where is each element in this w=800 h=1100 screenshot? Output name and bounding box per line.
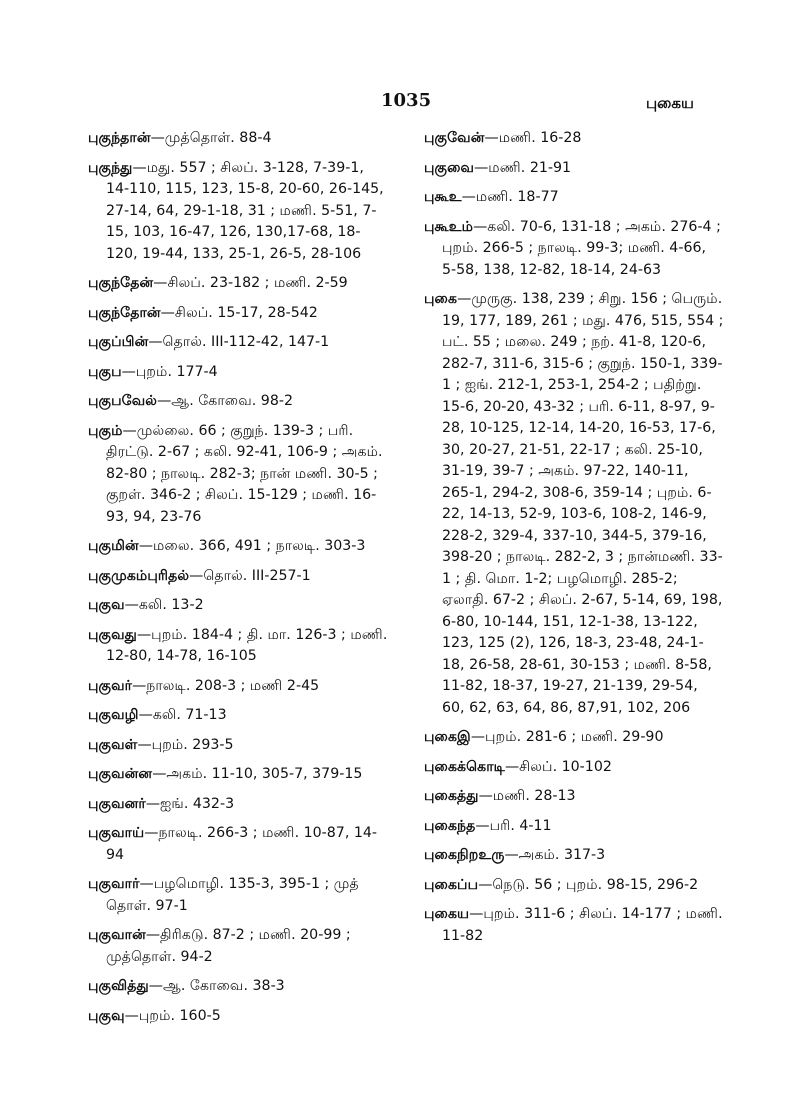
- entry-dash: —: [137, 736, 152, 753]
- index-entry: [88, 391, 388, 413]
- entry-headword: புகுமின்: [88, 538, 139, 554]
- entry-headword: புகுவான்: [88, 927, 146, 943]
- entry-references: கலி. 13-2: [138, 597, 204, 613]
- index-entry: [88, 595, 388, 617]
- entry-references: சிலப். 15-17, 28-542: [174, 304, 318, 321]
- index-entry: [88, 273, 388, 295]
- index-entry: [88, 676, 388, 698]
- entry-references: புறம். 311-6 ; சிலப். 14-177 ; மணி. 11-82: [442, 906, 723, 944]
- index-entry: [88, 823, 388, 866]
- entry-dash: —: [144, 825, 159, 841]
- index-entry: [88, 536, 388, 558]
- entry-dash: —: [124, 597, 139, 613]
- entry-dash: —: [132, 677, 147, 694]
- entry-dash: —: [150, 130, 165, 146]
- page-number: 1035: [381, 90, 432, 111]
- index-entry: [88, 925, 388, 968]
- index-entry: [424, 875, 724, 897]
- entry-headword: புகைத்து: [424, 788, 479, 804]
- entry-headword: புகைந்த: [424, 817, 476, 834]
- entry-references: அகம். 11-10, 305-7, 379-15: [166, 766, 363, 782]
- entry-headword: புகுவு: [88, 1007, 125, 1024]
- entry-headword: புகுவ: [88, 597, 125, 613]
- entry-references: தொல். III-112-42, 147-1: [162, 334, 330, 350]
- entry-headword: புகுவனர்: [88, 795, 146, 812]
- entry-references: ஐங். 432-3: [160, 795, 235, 812]
- entry-dash: —: [504, 847, 519, 863]
- entry-dash: —: [145, 927, 161, 943]
- entry-references: அகம். 317-3: [518, 847, 606, 863]
- entry-dash: —: [478, 876, 493, 893]
- entry-headword: புகுவார்: [88, 876, 140, 892]
- entry-dash: —: [136, 626, 152, 643]
- index-entry: [424, 904, 724, 947]
- entry-headword: புகைக்கொடி: [424, 758, 505, 775]
- index-entry: [424, 757, 724, 779]
- entry-dash: —: [152, 766, 167, 782]
- index-entry: [424, 217, 724, 282]
- entry-references: கலி. 71-13: [152, 707, 227, 723]
- index-entry: [88, 976, 388, 998]
- entry-headword: புகுவழி: [88, 707, 139, 723]
- index-entry: [88, 764, 388, 786]
- entry-references: புறம். 160-5: [138, 1007, 221, 1024]
- index-entry: [424, 816, 724, 838]
- entry-dash: —: [124, 1007, 139, 1024]
- entry-references: நாலடி. 208-3 ; மணி 2-45: [146, 677, 320, 694]
- entry-references: ஆ. கோவை. 38-3: [162, 978, 285, 994]
- entry-references: புறம். 281-6 ; மணி. 29-90: [485, 729, 664, 745]
- entry-headword: புகுந்து: [88, 159, 133, 176]
- entry-dash: —: [138, 538, 153, 554]
- entry-references: மணி. 21-91: [488, 159, 572, 176]
- index-entry: [424, 845, 724, 867]
- entry-dash: —: [160, 304, 175, 321]
- entry-dash: —: [148, 978, 163, 994]
- index-entry: [424, 128, 724, 150]
- entry-headword: புகைஇ: [424, 729, 471, 745]
- index-entry: [88, 332, 388, 354]
- index-entry: [88, 128, 388, 150]
- entry-dash: —: [469, 906, 484, 922]
- entry-headword: புகுப்பின்: [88, 334, 149, 350]
- entry-dash: —: [145, 795, 161, 812]
- entry-dash: —: [132, 159, 147, 176]
- index-entry: [88, 735, 388, 757]
- entry-references: மணி. 18-77: [475, 189, 559, 205]
- entry-references: மணி. 16-28: [498, 130, 582, 146]
- index-entry: [88, 874, 388, 917]
- entry-references: முத்தொள். 88-4: [164, 130, 272, 146]
- entry-references: தொல். III-257-1: [203, 567, 311, 584]
- entry-dash: —: [504, 758, 520, 775]
- index-entry: [424, 786, 724, 808]
- entry-headword: புகைப்ப: [424, 876, 479, 893]
- index-entry: [88, 303, 388, 325]
- index-entry: [88, 794, 388, 816]
- entry-headword: புகைநிறஉரு: [424, 847, 505, 863]
- entry-references: பரி. 4-11: [489, 817, 552, 834]
- entry-headword: புகுந்தான்: [88, 130, 151, 146]
- entry-dash: —: [157, 393, 172, 409]
- entry-headword: புகைய: [424, 906, 470, 922]
- entry-references: மலை. 366, 491 ; நாலடி. 303-3: [153, 538, 366, 554]
- entry-references: கலி. 70-6, 131-18 ; அகம். 276-4 ; புறம். 266-5 ; நாலடி. 99-3; மணி. 4-66, 5-58, 138, 12-82, 18-14, 24-63: [442, 218, 721, 278]
- entry-references: சிலப். 23-182 ; மணி. 2-59: [167, 275, 348, 291]
- entry-references: புறம். 293-5: [151, 736, 234, 753]
- index-entry: [88, 705, 388, 727]
- entry-headword: புகுவர்: [88, 677, 133, 694]
- entry-dash: —: [148, 334, 163, 350]
- entry-references: நெடு. 56 ; புறம். 98-15, 296-2: [492, 876, 699, 893]
- entry-references: புறம். 184-4 ; தி. மா. 126-3 ; மணி. 12-80, 14-78, 16-105: [106, 626, 388, 664]
- index-entry: [424, 727, 724, 749]
- entry-headword: புகுமுகம்புரிதல்: [88, 567, 190, 584]
- index-entry: [88, 1006, 388, 1028]
- entry-headword: புகுந்தேன்: [88, 275, 154, 291]
- entry-references: புறம். 177-4: [135, 363, 218, 380]
- entry-dash: —: [457, 291, 472, 307]
- entry-references: பழமொழி. 135-3, 395-1 ; முத் தொள். 97-1: [106, 876, 359, 914]
- entry-headword: புகுவது: [88, 626, 137, 643]
- entry-dash: —: [153, 275, 168, 291]
- running-head: புகைய: [646, 94, 694, 112]
- index-entry: [424, 187, 724, 209]
- left-column: [88, 128, 388, 1035]
- entry-dash: —: [484, 130, 499, 146]
- index-entry: [88, 566, 388, 588]
- entry-dash: —: [478, 788, 493, 804]
- entry-dash: —: [121, 363, 136, 380]
- entry-headword: புகுவை: [424, 159, 475, 176]
- entry-references: முல்லை. 66 ; குறுந். 139-3 ; பரி. திரட்டு. 2-67 ; கலி. 92-41, 106-9 ; அகம். 82-80 ; நாலடி. 282-3; நான் மணி. 30-5 ; குறள். 346-2 ; சிலப். 15-129 ; மணி. 16-93, 94, 23-76: [106, 422, 383, 525]
- entry-dash: —: [475, 817, 490, 834]
- entry-references: சிலப். 10-102: [519, 758, 612, 775]
- index-entry: [88, 362, 388, 384]
- entry-headword: புகுவித்து: [88, 978, 149, 994]
- index-entry: [88, 158, 388, 266]
- entry-headword: புகை: [424, 291, 458, 307]
- entry-dash: —: [122, 422, 137, 439]
- entry-headword: புகுந்தோன்: [88, 304, 161, 321]
- entry-references: மது. 557 ; சிலப். 3-128, 7-39-1, 14-110, 115, 123, 15-8, 20-60, 26-145, 27-14, 64, 29-1-18, 31 ; மணி. 5-51, 7-15, 103, 16-47, 126, 130,17-68, 18-120, 19-44, 133, 25-1, 26-5, 28-106: [106, 159, 384, 262]
- entry-headword: புகூஉம்: [424, 218, 474, 235]
- entry-dash: —: [473, 218, 488, 235]
- entry-headword: புகுவாய்: [88, 825, 145, 841]
- entry-references: முருகு. 138, 239 ; சிறு. 156 ; பெரும். 19, 177, 189, 261 ; மது. 476, 515, 554 ; பட். 55 ; மலை. 249 ; நற். 41-8, 120-6, 282-7, 311-6, 315-6 ; குறுந். 150-1, 339-1 ; ஐங். 212-1, 253-1, 254-2 ; பதிற்று. 15-6, 20-20, 43-32 ; பரி. 6-11, 8-97, 9-28, 10-125, 12-14, 14-20, 16-53, 17-6, 30, 20-27, 21-51, 22-17 ; கலி. 25-10, 31-19, 39-7 ; அகம். 97-22, 140-11, 265-1, 294-2, 308-6, 359-14 ; புறம். 6-22, 14-13, 52-9, 103-6, 108-2, 146-9, 228-2, 329-4, 337-10, 344-5, 379-16, 398-20 ; நாலடி. 282-2, 3 ; நான்மணி. 33-1 ; தி. மொ. 1-2; பழமொழி. 285-2; ஏலாதி. 67-2 ; சிலப். 2-67, 5-14, 69, 198, 6-80, 10-144, 151, 12-1-38, 13-122, 123, 125 (2), 126, 18-3, 23-48, 24-1-18, 26-58, 28-61, 30-153 ; மணி. 8-58, 11-82, 18-37, 19-27, 21-139, 29-54, 60, 62, 63, 64, 86, 87,91, 102, 206: [442, 291, 724, 716]
- entry-headword: புகுபவேல்: [88, 393, 158, 409]
- entry-headword: புகும்: [88, 422, 123, 439]
- entry-headword: புகுவன்ன: [88, 766, 153, 782]
- entry-dash: —: [139, 876, 154, 892]
- entry-references: நாலடி. 266-3 ; மணி. 10-87, 14-94: [106, 825, 378, 863]
- entry-references: மணி. 28-13: [492, 788, 576, 804]
- entry-headword: புகுப: [88, 363, 122, 380]
- right-column: [424, 128, 724, 955]
- entry-dash: —: [189, 567, 204, 584]
- entry-dash: —: [470, 729, 486, 745]
- index-entry: [424, 158, 724, 180]
- entry-headword: புகூஉ: [424, 189, 462, 205]
- entry-headword: புகுவள்: [88, 736, 138, 753]
- entry-dash: —: [138, 707, 153, 723]
- entry-dash: —: [474, 159, 489, 176]
- index-entry: [88, 625, 388, 668]
- index-entry: [424, 289, 724, 719]
- entry-dash: —: [461, 189, 476, 205]
- entry-references: ஆ. கோவை. 98-2: [171, 393, 294, 409]
- index-entry: [88, 421, 388, 529]
- entry-references: திரிகடு. 87-2 ; மணி. 20-99 ; முத்தொள். 94-2: [106, 927, 351, 965]
- entry-headword: புகுவேன்: [424, 130, 485, 146]
